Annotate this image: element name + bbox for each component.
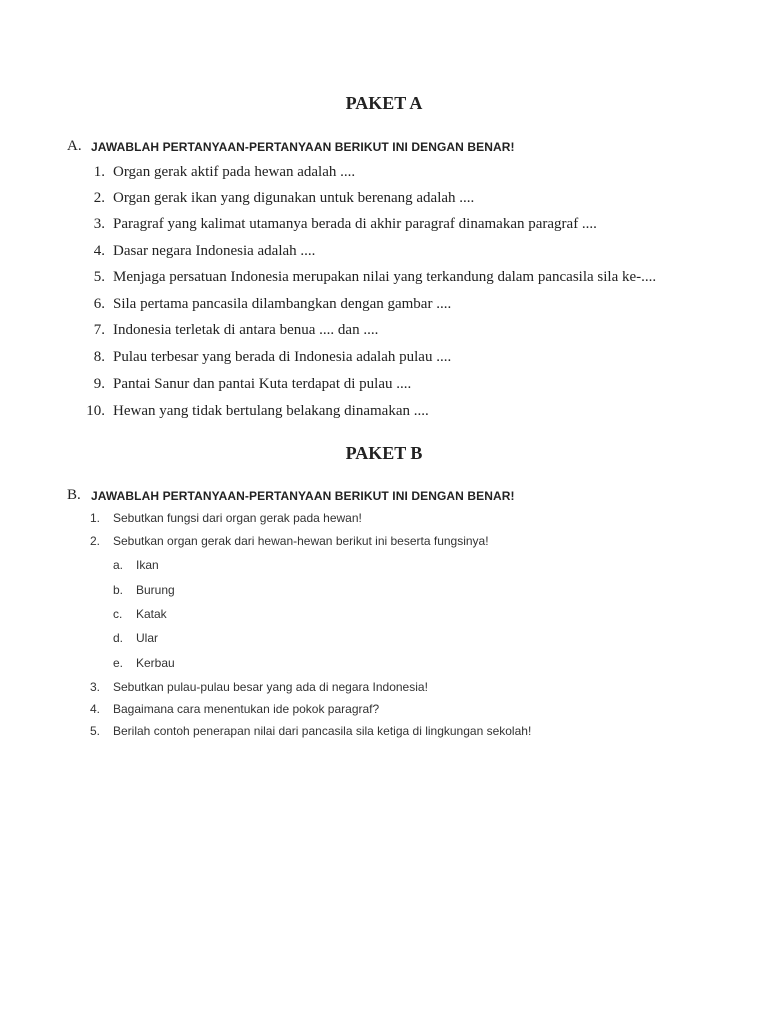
section-a-heading: JAWABLAH PERTANYAAN-PERTANYAAN BERIKUT INI DENGAN BENAR! <box>91 140 515 154</box>
question-text: Sebutkan fungsi dari organ gerak pada hewan! <box>113 511 362 525</box>
question-number: 2. <box>90 534 101 548</box>
question-number: 2. <box>93 190 105 206</box>
question-number: 4. <box>90 702 101 716</box>
question-number: 3. <box>90 680 101 694</box>
question-text: Bagaimana cara menentukan ide pokok paragraf? <box>113 702 380 716</box>
question-number: 4. <box>93 243 105 259</box>
sub-item-text: Ular <box>136 631 159 645</box>
question-number: 5. <box>93 269 105 285</box>
sub-item-letter: c. <box>113 607 123 621</box>
section-b-heading: JAWABLAH PERTANYAAN-PERTANYAAN BERIKUT INI DENGAN BENAR! <box>91 489 515 503</box>
question-number: 6. <box>93 296 105 312</box>
sub-item-text: Katak <box>136 607 167 621</box>
question-text: Menjaga persatuan Indonesia merupakan nilai yang terkandung dalam pancasila sila ke-.... <box>113 269 657 285</box>
sub-item-text: Kerbau <box>136 656 175 670</box>
question-text: Sila pertama pancasila dilambangkan dengan gambar .... <box>113 296 452 312</box>
sub-item-letter: b. <box>113 583 124 597</box>
question-text: Pantai Sanur dan pantai Kuta terdapat di pulau .... <box>113 376 412 392</box>
question-number: 1. <box>90 511 101 525</box>
sub-item-text: Ikan <box>136 558 159 572</box>
question-text: Indonesia terletak di antara benua .... dan .... <box>113 322 379 338</box>
question-text: Sebutkan organ gerak dari hewan-hewan berikut ini beserta fungsinya! <box>113 534 489 548</box>
question-text: Paragraf yang kalimat utamanya berada di akhir paragraf dinamakan paragraf .... <box>113 216 597 232</box>
question-number: 5. <box>90 724 101 738</box>
question-number: 3. <box>93 216 105 232</box>
question-text: Hewan yang tidak bertulang belakang dinamakan .... <box>113 403 429 419</box>
paket-a-title: PAKET A <box>345 93 423 113</box>
question-text: Berilah contoh penerapan nilai dari pancasila sila ketiga di lingkungan sekolah! <box>113 724 532 738</box>
question-text: Organ gerak aktif pada hewan adalah .... <box>113 164 356 180</box>
section-a-letter: A. <box>67 138 82 154</box>
question-number: 9. <box>93 376 105 392</box>
section-b-letter: B. <box>67 487 81 503</box>
question-number: 7. <box>93 322 105 338</box>
question-number: 1. <box>93 164 105 180</box>
question-text: Dasar negara Indonesia adalah .... <box>113 243 316 259</box>
sub-item-letter: e. <box>113 656 124 670</box>
sub-item-letter: a. <box>113 558 124 572</box>
question-text: Sebutkan pulau-pulau besar yang ada di negara Indonesia! <box>113 680 428 694</box>
question-number: 8. <box>93 349 105 365</box>
sub-item-letter: d. <box>113 631 124 645</box>
question-text: Pulau terbesar yang berada di Indonesia adalah pulau .... <box>113 349 452 365</box>
sub-item-text: Burung <box>136 583 175 597</box>
question-number: 10. <box>86 403 105 419</box>
question-text: Organ gerak ikan yang digunakan untuk berenang adalah .... <box>113 190 475 206</box>
paket-b-title: PAKET B <box>345 443 423 463</box>
